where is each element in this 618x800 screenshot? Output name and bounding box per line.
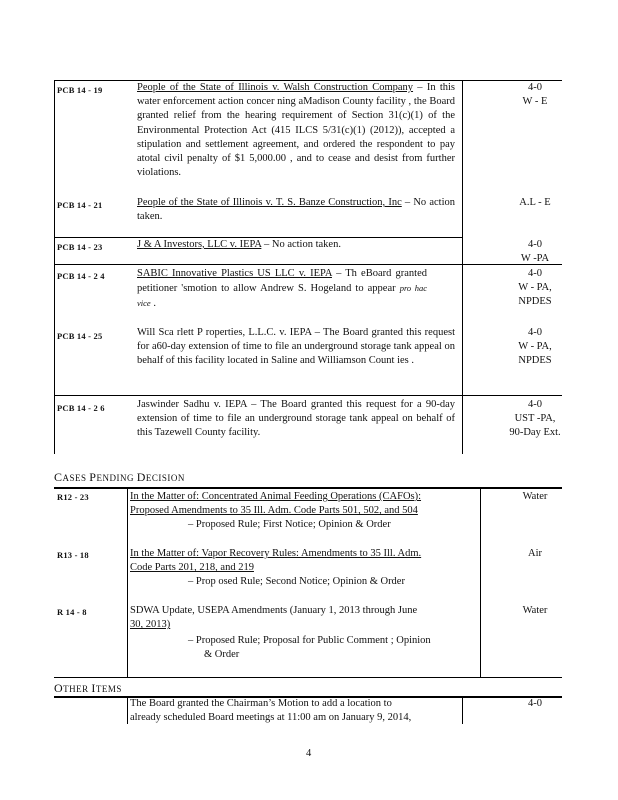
case-summary (137, 238, 455, 252)
table-divider (127, 489, 128, 677)
case-text: Will Sca rlett P roperties, L.L.C. v. IEPA – The Board granted this request for a60-day extension of time to file an underground storage tank appeal on behalf of this facility located in Saline and Williamson Count ies . (137, 327, 455, 367)
vote-line: UST -PA, (514, 413, 556, 425)
vote-line: 4-0 (528, 399, 542, 410)
other-item-line: The Board granted the Chairman’s Motion to add a location to (130, 698, 392, 709)
rulemaking-title-line: SDWA Update, USEPA Amendments (January 1, 2013 through June (130, 605, 418, 616)
vote-line: W -PA (520, 253, 550, 265)
rulemaking-action: – Proposed Rule; First Notice; Opinion & Order (188, 519, 391, 530)
rulemaking-title (130, 547, 480, 575)
vote-line: 4-0 (528, 698, 542, 709)
case-summary (137, 196, 455, 224)
media-label: Air (528, 548, 542, 559)
case-summary (137, 326, 455, 369)
case-title: SABIC Innovative Plastics US LLC v. IEPA (137, 268, 332, 279)
rulemaking-title-line: 30, 2013) (130, 619, 171, 631)
rulemaking-action: – Prop osed Rule; Second Notice; Opinion & Order (188, 576, 405, 587)
case-text: granted petitioner 'smotion to allow Andrew S. Hogeland to appear (137, 268, 428, 295)
docket-number: PCB 14 - 21 (57, 200, 103, 210)
section-heading-cases-pending: CASES PENDING DECISION (54, 470, 185, 484)
vote-line: 4-0 (528, 239, 542, 250)
other-item-text (130, 697, 460, 725)
rulemaking-title (130, 490, 480, 518)
section-heading-other-items: OTHER ITEMS (54, 681, 122, 695)
case-text: In this water enforcement action concer ning aMadison County facility , the Board granted relief from the hearing requirement of Section 31(c)(1) of the Environmental Protection Act (415 ILCS 5/31(c)(1) (2012)), accepted a stipulation and settlement agreement, and ordered the respondent to pay atotal civil penalty of $1 5,000.00 , and to cease and desist from further violations. (137, 82, 456, 179)
table-divider (462, 80, 463, 454)
row-divider (54, 264, 562, 265)
vote-cell (500, 697, 570, 711)
media-cell (500, 604, 570, 618)
case-title-suffix: – (413, 82, 423, 93)
table-divider (462, 698, 463, 724)
media-cell (500, 490, 570, 504)
case-title: J & A Investors, LLC v. IEPA (137, 239, 262, 250)
section-rule (54, 487, 562, 489)
vote-line: 4-0 (528, 268, 542, 279)
vote-line: 4-0 (528, 82, 542, 93)
media-label: Water (522, 491, 548, 502)
table-divider (54, 80, 55, 454)
docket-number: R13 - 18 (57, 550, 89, 560)
vote-cell (500, 81, 570, 109)
rulemaking-title-line: Code Parts 201, 218, and 219 (130, 562, 254, 574)
docket-number: PCB 14 - 23 (57, 242, 103, 252)
table-divider (480, 489, 481, 677)
case-text: Jaswinder Sadhu v. IEPA – The Board granted this request for a 90-day extension of time to file an underground storage tank appeal on behalf of this Tazewell County facility. (137, 399, 455, 439)
row-divider (54, 395, 562, 396)
vote-cell (500, 398, 570, 441)
docket-number: R12 - 23 (57, 492, 89, 502)
vote-line: W - PA, (518, 341, 552, 353)
case-summary (137, 81, 455, 180)
vote-cell (500, 326, 570, 369)
rulemaking-action-line: & Order (204, 649, 240, 661)
vote-line: A.L - E (519, 197, 551, 208)
docket-number: PCB 14 - 2 6 (57, 403, 105, 413)
vote-line: 90-Day Ext. (509, 427, 561, 439)
rulemaking-action (188, 634, 478, 662)
vote-line: 4-0 (528, 327, 542, 338)
case-title-suffix: – Th eBoard (331, 268, 392, 279)
case-title-suffix: – (401, 197, 411, 208)
vote-cell (500, 238, 570, 266)
row-divider (54, 677, 562, 678)
table-divider (127, 698, 128, 724)
vote-cell (500, 196, 570, 210)
vote-line: W - E (522, 96, 548, 108)
docket-number: PCB 14 - 2 4 (57, 271, 105, 281)
other-item-line: already scheduled Board meetings at 11:00 am on January 9, 2014, (130, 712, 412, 724)
rulemaking-title-line: Proposed Amendments to 35 Ill. Adm. Code Parts 501, 502, and 504 (130, 505, 418, 517)
case-title-suffix: – No action taken. (261, 239, 341, 250)
case-text-italic: pro hac vice (137, 283, 428, 309)
rulemaking-title-line: In the Matter of: Concentrated Animal Feeding Operations (CAFOs): (130, 491, 422, 502)
vote-line: NPDES (518, 296, 552, 308)
case-text: No action taken. (137, 197, 456, 223)
case-title: People of the State of Illinois v. Walsh Construction Company (137, 82, 414, 93)
vote-cell (500, 267, 570, 310)
vote-line: NPDES (518, 355, 552, 367)
docket-number: R 14 - 8 (57, 607, 87, 617)
case-summary (137, 398, 455, 441)
rulemaking-title (130, 604, 480, 632)
vote-line: W - PA, (518, 282, 552, 294)
docket-number: PCB 14 - 19 (57, 85, 103, 95)
case-title: People of the State of Illinois v. T. S. Banze Construction, Inc (137, 197, 402, 208)
media-cell (500, 547, 570, 561)
media-label: Water (522, 605, 548, 616)
rulemaking-action-line: – Proposed Rule; Proposal for Public Comment ; Opinion (188, 635, 431, 646)
page-number: 4 (306, 748, 312, 759)
case-summary (137, 267, 427, 312)
rulemaking-title-line: In the Matter of: Vapor Recovery Rules: Amendments to 35 Ill. Adm. (130, 548, 422, 559)
docket-number: PCB 14 - 25 (57, 331, 103, 341)
case-text-suffix: . (150, 298, 156, 310)
